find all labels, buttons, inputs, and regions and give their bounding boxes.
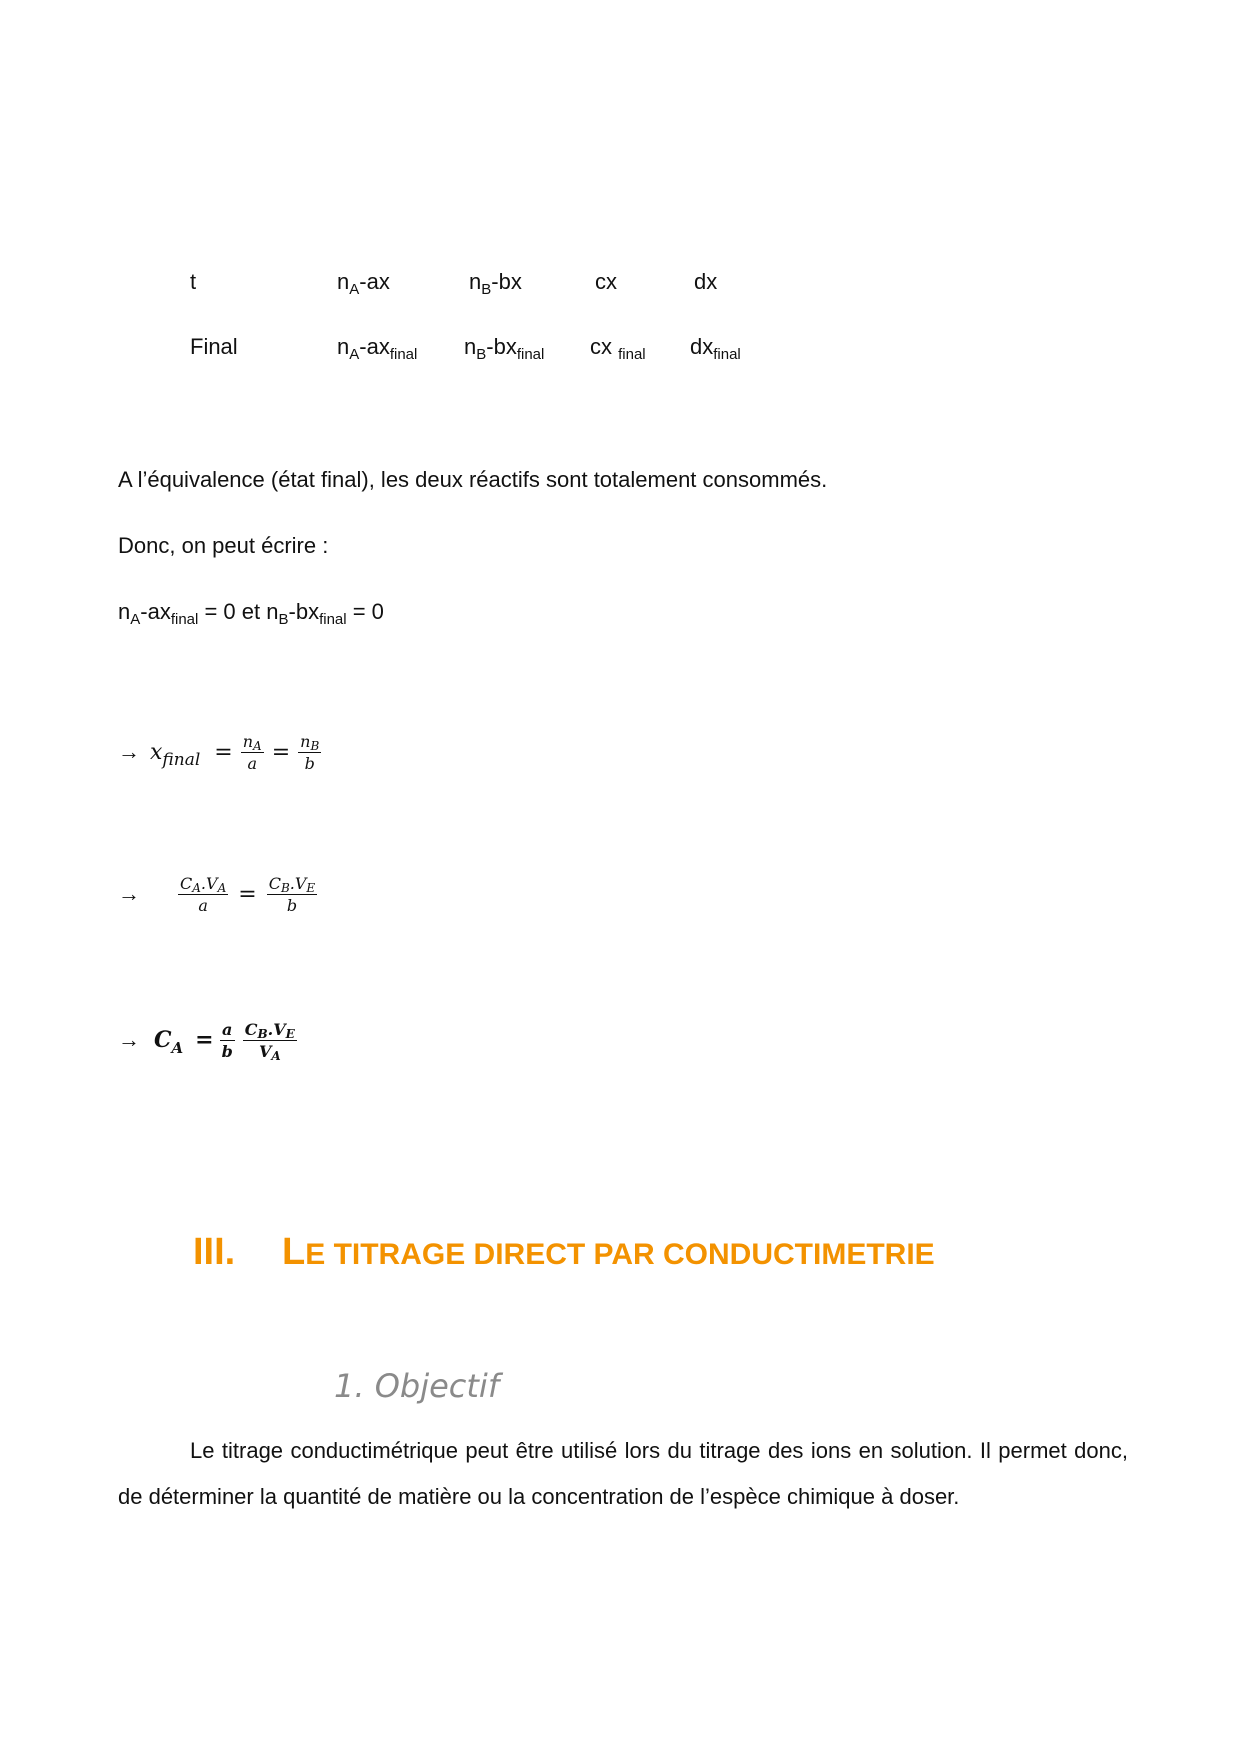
- objectif-paragraph: Le titrage conductimétrique peut être utilisé lors du titrage des ions en solution. Il permet donc, de déterminer la quantité de matière ou la concentration de l’espèce chimique à doser.: [118, 1438, 1128, 1509]
- table-row-final-col-b: $n_B-bx_{final}$: [464, 334, 545, 363]
- section-number: III.: [193, 1231, 236, 1273]
- fraction-a-over-b: $\frac{a}{b}$: [221, 1019, 233, 1061]
- equivalence-sentence: A l’équivalence (état final), les deux réactifs sont totalement consommés.: [118, 467, 828, 492]
- table-row-t-col-a: $n_A-ax$: [337, 269, 390, 298]
- fraction-ca-va-over-a: $\frac{C_A.V_A}{a}$: [180, 873, 227, 915]
- equation-zero: $n_A-ax_{final} = 0$ et $n_B-bx_{final} = 0$: [118, 599, 384, 628]
- formula-x-final: → $x_{final}$ = $\frac{n_A}{a}$ = $\frac{n_B}{b}$: [118, 731, 320, 773]
- subsection-title: 1. Objectif: [334, 1367, 500, 1405]
- table-row-final-label: Final: [190, 334, 238, 359]
- formula-concentration-equality: → $\frac{C_A.V_A}{a}$ = $\frac{C_B.V_E}{b}$: [118, 873, 316, 915]
- table-row-final-col-a: $n_A-ax_{final}$: [337, 334, 418, 363]
- table-row-final-col-c: cx $_{final}$: [590, 334, 646, 363]
- formula-ca-result: → $C_A$ = $\frac{a}{b}$ $\frac{C_B.V_E}{V_A}$: [118, 1019, 295, 1063]
- fraction-cb-ve-over-va: $\frac{C_B.V_E}{V_A}$: [244, 1019, 295, 1063]
- table-row-final-col-d: $dx_{final}$: [690, 334, 741, 363]
- fraction-na-over-a: $\frac{n_A}{a}$: [242, 731, 262, 773]
- section-title: LE TITRAGE DIRECT PAR CONDUCTIMETRIE: [282, 1231, 935, 1273]
- table-row-t-label: t: [190, 269, 197, 294]
- fraction-nb-over-b: $\frac{n_B}{b}$: [300, 731, 320, 773]
- table-row-t-col-b: $n_B-bx$: [469, 269, 522, 298]
- arrow-icon: →: [118, 739, 140, 764]
- table-row-t-col-d: dx: [694, 269, 718, 294]
- donc-sentence: Donc, on peut écrire :: [118, 533, 329, 558]
- arrow-icon: →: [118, 881, 140, 906]
- fraction-cb-ve-over-b: $\frac{C_B.V_E}{b}$: [268, 873, 316, 915]
- arrow-icon: →: [118, 1027, 140, 1052]
- table-row-t-col-c: cx: [595, 269, 617, 294]
